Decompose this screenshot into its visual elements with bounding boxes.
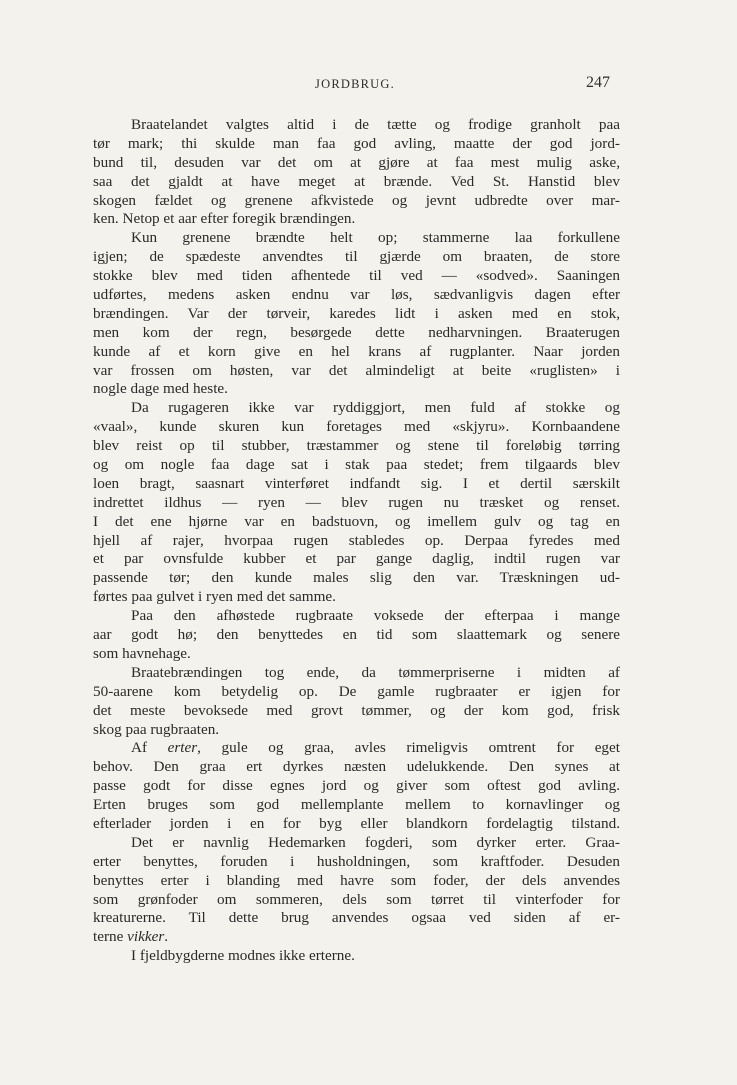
text-line: som grønfoder om sommeren, dels som tørret til vinterfoder for	[93, 890, 620, 908]
text-line: Braatebrændingen tog ende, da tømmerpriserne i midten af	[131, 663, 620, 681]
text-line: igjen; de spædeste anvendtes til gjærde om braaten, de store	[93, 248, 620, 266]
text-line: brændingen. Var der tørveir, karedes lidt i asken med en stok,	[93, 304, 620, 322]
text-line: kunde af et korn give en hel krans af rugplanter. Naar jorden	[93, 342, 620, 360]
text-line: hjell af rajer, hvorpaa rugen stabledes op. Derpaa fyredes med	[93, 531, 620, 549]
text-line: benyttes erter i blanding med havre som foder, der dels anvendes	[93, 871, 620, 889]
text-line: førtes paa gulvet i ryen med det samme.	[93, 588, 336, 606]
text-line: aar godt hø; den benyttedes en tid som slaattemark og senere	[93, 626, 620, 644]
text-line: et par ovnsfulde kubber et par gange daglig, indtil rugen var	[93, 550, 620, 568]
page-number: 247	[586, 74, 610, 91]
text-line: saa det gjaldt at have meget at brænde. Ved St. Hanstid blev	[93, 172, 620, 190]
text-line: Kun grenene brændte helt op; stammerne laa forkullene	[131, 229, 620, 247]
running-head	[94, 74, 616, 96]
text-line: blev reist op til stubber, træstammer og stene til foreløbig tørring	[93, 437, 620, 455]
running-title: JORDBRUG.	[315, 77, 395, 91]
text-line: kreaturerne. Til dette brug anvendes ogsaa ved siden af er-	[93, 909, 620, 927]
text-line: passe godt for disse egnes jord og giver som oftest god avling.	[93, 777, 620, 795]
text-line: og om nogle faa dage sat i stak paa stedet; frem tilgaards blev	[93, 456, 620, 474]
text-line: udførtes, medens asken endnu var løs, sædvanligvis dagen efter	[93, 286, 620, 304]
text-line: Af erter, gule og graa, avles rimeligvis omtrent for eget	[131, 739, 620, 757]
text-line: nogle dage med heste.	[93, 380, 228, 398]
text-line: stokke blev med tiden afhentede til ved — «sodved». Saaningen	[93, 267, 620, 285]
text-line: indrettet ildhus — ryen — blev rugen nu træsket og renset.	[93, 493, 620, 511]
text-line: terne vikker.	[93, 928, 169, 946]
text-line: tør mark; thi skulde man faa god avling, maatte der god jord-	[93, 134, 620, 152]
text-line: behov. Den graa ert dyrkes næsten udelukkende. Den synes at	[93, 758, 620, 776]
text-line: I det ene hjørne var en badstuovn, og imellem gulv og tag en	[93, 512, 620, 530]
text-line: erter benyttes, foruden i husholdningen, som kraftfoder. Desuden	[93, 852, 620, 870]
text-line: loen bragt, saasnart vinterføret indfandt sig. I et dertil særskilt	[93, 474, 620, 492]
text-line: efterlader jorden i en for byg eller blandkorn fordelagtig tilstand.	[93, 814, 620, 832]
text-line: Erten bruges som god mellemplante mellem to kornavlinger og	[93, 796, 620, 814]
body-text	[93, 116, 620, 966]
text-line: ken. Netop et aar efter foregik brændingen.	[93, 210, 356, 228]
text-line: I fjeldbygderne modnes ikke erterne.	[131, 947, 355, 965]
text-line: skogen fældet og grenene afkvistede og jevnt udbredte over mar-	[93, 191, 620, 209]
text-line: 50-aarene kom betydelig op. De gamle rugbraater er igjen for	[93, 682, 620, 700]
text-line: Da rugageren ikke var ryddiggjort, men fuld af stokke og	[131, 399, 620, 417]
text-line: passende tør; den kunde males slig den var. Træskningen ud-	[93, 569, 620, 587]
text-line: Det er navnlig Hedemarken fogderi, som dyrker erter. Graa-	[131, 833, 620, 851]
text-line: var frossen om høsten, var det almindeligt at beite «ruglisten» i	[93, 361, 620, 379]
text-line: Braatelandet valgtes altid i de tætte og frodige granholt paa	[131, 116, 620, 133]
text-line: bund til, desuden var det om at gjøre at faa mest mulig aske,	[93, 153, 620, 171]
text-line: skog paa rugbraaten.	[93, 720, 220, 738]
text-line: det meste bevoksede med grovt tømmer, og der kom god, frisk	[93, 701, 620, 719]
text-line: Paa den afhøstede rugbraate voksede der efterpaa i mange	[131, 607, 620, 625]
text-line: «vaal», kunde skuren kun foretages med «skjyru». Kornbaandene	[93, 418, 620, 436]
text-line: men kom der regn, besørgede dette nedharvningen. Braaterugen	[93, 323, 620, 341]
text-line: som havnehage.	[93, 644, 191, 662]
